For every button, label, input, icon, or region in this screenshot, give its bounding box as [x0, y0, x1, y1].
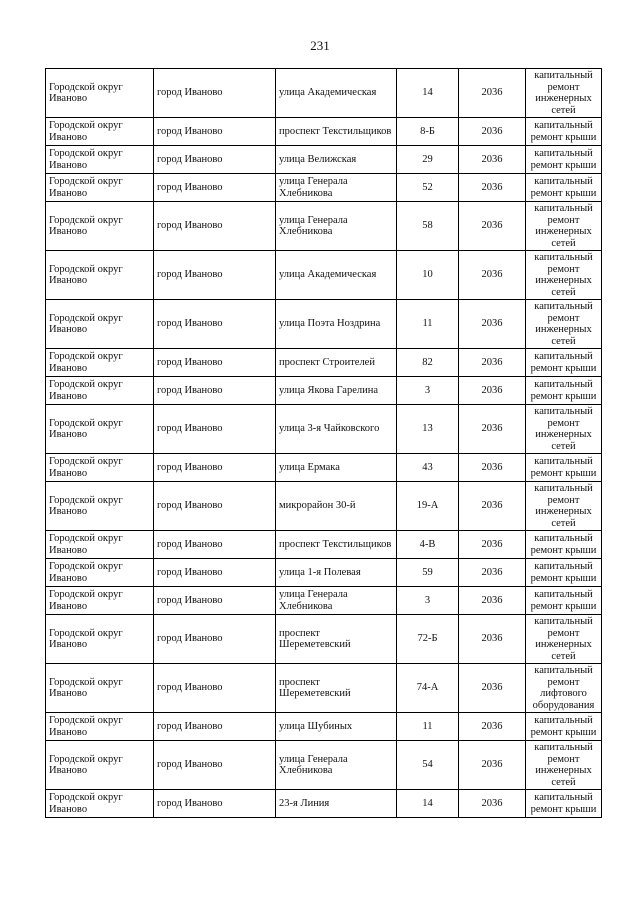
year-cell: 2036 — [459, 790, 526, 818]
house-number-cell: 11 — [397, 300, 459, 349]
house-number-cell: 4-В — [397, 531, 459, 559]
house-number-cell: 52 — [397, 174, 459, 202]
year-cell: 2036 — [459, 587, 526, 615]
work-type-cell: капитальный ремонт крыши — [526, 146, 602, 174]
page-number: 231 — [310, 38, 330, 53]
year-cell: 2036 — [459, 559, 526, 587]
table-row — [46, 405, 602, 454]
street-cell: проспект Текстильщиков — [276, 118, 397, 146]
work-type-cell: капитальный ремонт крыши — [526, 790, 602, 818]
house-number-cell: 54 — [397, 741, 459, 790]
table-row — [46, 377, 602, 405]
work-type-cell: капитальный ремонт крыши — [526, 559, 602, 587]
house-number-cell: 29 — [397, 146, 459, 174]
table-row — [46, 202, 602, 251]
house-number-cell: 59 — [397, 559, 459, 587]
city-cell: город Иваново — [154, 146, 276, 174]
okrug-cell: Городской округ Иваново — [46, 587, 154, 615]
city-cell: город Иваново — [154, 559, 276, 587]
house-number-cell: 58 — [397, 202, 459, 251]
okrug-cell: Городской округ Иваново — [46, 174, 154, 202]
year-cell: 2036 — [459, 482, 526, 531]
table-row — [46, 251, 602, 300]
house-number-cell: 43 — [397, 454, 459, 482]
city-cell: город Иваново — [154, 300, 276, 349]
street-cell: улица 1-я Полевая — [276, 559, 397, 587]
year-cell: 2036 — [459, 713, 526, 741]
street-cell: проспект Текстильщиков — [276, 531, 397, 559]
city-cell: город Иваново — [154, 69, 276, 118]
table-row — [46, 741, 602, 790]
street-cell: улица Ермака — [276, 454, 397, 482]
street-cell: проспект Шереметевский — [276, 664, 397, 713]
city-cell: город Иваново — [154, 454, 276, 482]
city-cell: город Иваново — [154, 118, 276, 146]
work-type-cell: капитальный ремонт инженерных сетей — [526, 202, 602, 251]
house-number-cell: 74-А — [397, 664, 459, 713]
street-cell: улица Генерала Хлебникова — [276, 741, 397, 790]
year-cell: 2036 — [459, 251, 526, 300]
city-cell: город Иваново — [154, 790, 276, 818]
year-cell: 2036 — [459, 377, 526, 405]
okrug-cell: Городской округ Иваново — [46, 69, 154, 118]
year-cell: 2036 — [459, 454, 526, 482]
table-row — [46, 713, 602, 741]
work-type-cell: капитальный ремонт лифтового оборудования — [526, 664, 602, 713]
table-row — [46, 615, 602, 664]
okrug-cell: Городской округ Иваново — [46, 741, 154, 790]
city-cell: город Иваново — [154, 405, 276, 454]
work-type-cell: капитальный ремонт инженерных сетей — [526, 405, 602, 454]
table-row — [46, 118, 602, 146]
okrug-cell: Городской округ Иваново — [46, 531, 154, 559]
work-type-cell: капитальный ремонт крыши — [526, 587, 602, 615]
work-type-cell: капитальный ремонт инженерных сетей — [526, 615, 602, 664]
city-cell: город Иваново — [154, 202, 276, 251]
okrug-cell: Городской округ Иваново — [46, 559, 154, 587]
house-number-cell: 10 — [397, 251, 459, 300]
table-row — [46, 300, 602, 349]
year-cell: 2036 — [459, 300, 526, 349]
work-type-cell: капитальный ремонт крыши — [526, 454, 602, 482]
house-number-cell: 8-Б — [397, 118, 459, 146]
okrug-cell: Городской округ Иваново — [46, 251, 154, 300]
table-row — [46, 664, 602, 713]
okrug-cell: Городской округ Иваново — [46, 664, 154, 713]
year-cell: 2036 — [459, 69, 526, 118]
street-cell: проспект Строителей — [276, 349, 397, 377]
year-cell: 2036 — [459, 146, 526, 174]
work-type-cell: капитальный ремонт крыши — [526, 118, 602, 146]
table-row — [46, 174, 602, 202]
year-cell: 2036 — [459, 531, 526, 559]
house-number-cell: 14 — [397, 69, 459, 118]
okrug-cell: Городской округ Иваново — [46, 454, 154, 482]
work-type-cell: капитальный ремонт инженерных сетей — [526, 69, 602, 118]
house-number-cell: 72-Б — [397, 615, 459, 664]
city-cell: город Иваново — [154, 713, 276, 741]
okrug-cell: Городской округ Иваново — [46, 202, 154, 251]
okrug-cell: Городской округ Иваново — [46, 790, 154, 818]
work-type-cell: капитальный ремонт крыши — [526, 713, 602, 741]
okrug-cell: Городской округ Иваново — [46, 377, 154, 405]
table-row — [46, 349, 602, 377]
table-row — [46, 790, 602, 818]
okrug-cell: Городской округ Иваново — [46, 118, 154, 146]
table-row — [46, 146, 602, 174]
okrug-cell: Городской округ Иваново — [46, 482, 154, 531]
house-number-cell: 11 — [397, 713, 459, 741]
house-number-cell: 19-А — [397, 482, 459, 531]
street-cell: улица Генерала Хлебникова — [276, 587, 397, 615]
street-cell: улица Шубиных — [276, 713, 397, 741]
table-row — [46, 559, 602, 587]
city-cell: город Иваново — [154, 251, 276, 300]
street-cell: улица Генерала Хлебникова — [276, 174, 397, 202]
city-cell: город Иваново — [154, 482, 276, 531]
city-cell: город Иваново — [154, 664, 276, 713]
work-type-cell: капитальный ремонт инженерных сетей — [526, 300, 602, 349]
house-number-cell: 3 — [397, 587, 459, 615]
city-cell: город Иваново — [154, 531, 276, 559]
street-cell: 23-я Линия — [276, 790, 397, 818]
street-cell: улица Поэта Ноздрина — [276, 300, 397, 349]
work-type-cell: капитальный ремонт крыши — [526, 377, 602, 405]
house-number-cell: 82 — [397, 349, 459, 377]
okrug-cell: Городской округ Иваново — [46, 146, 154, 174]
house-number-cell: 14 — [397, 790, 459, 818]
okrug-cell: Городской округ Иваново — [46, 615, 154, 664]
table-row — [46, 531, 602, 559]
year-cell: 2036 — [459, 741, 526, 790]
table-row — [46, 482, 602, 531]
year-cell: 2036 — [459, 664, 526, 713]
street-cell: микрорайон 30-й — [276, 482, 397, 531]
okrug-cell: Городской округ Иваново — [46, 300, 154, 349]
year-cell: 2036 — [459, 202, 526, 251]
work-type-cell: капитальный ремонт инженерных сетей — [526, 482, 602, 531]
city-cell: город Иваново — [154, 741, 276, 790]
street-cell: улица Академическая — [276, 69, 397, 118]
city-cell: город Иваново — [154, 174, 276, 202]
city-cell: город Иваново — [154, 587, 276, 615]
repair-schedule-table — [45, 68, 602, 818]
street-cell: улица Якова Гарелина — [276, 377, 397, 405]
city-cell: город Иваново — [154, 349, 276, 377]
table-body — [46, 69, 602, 818]
year-cell: 2036 — [459, 118, 526, 146]
work-type-cell: капитальный ремонт крыши — [526, 531, 602, 559]
street-cell: улица Велижская — [276, 146, 397, 174]
year-cell: 2036 — [459, 174, 526, 202]
street-cell: улица 3-я Чайковского — [276, 405, 397, 454]
street-cell: улица Академическая — [276, 251, 397, 300]
okrug-cell: Городской округ Иваново — [46, 405, 154, 454]
city-cell: город Иваново — [154, 615, 276, 664]
work-type-cell: капитальный ремонт инженерных сетей — [526, 741, 602, 790]
house-number-cell: 3 — [397, 377, 459, 405]
work-type-cell: капитальный ремонт крыши — [526, 349, 602, 377]
year-cell: 2036 — [459, 405, 526, 454]
year-cell: 2036 — [459, 615, 526, 664]
work-type-cell: капитальный ремонт крыши — [526, 174, 602, 202]
table-row — [46, 69, 602, 118]
okrug-cell: Городской округ Иваново — [46, 713, 154, 741]
table-row — [46, 454, 602, 482]
city-cell: город Иваново — [154, 377, 276, 405]
year-cell: 2036 — [459, 349, 526, 377]
street-cell: проспект Шереметевский — [276, 615, 397, 664]
house-number-cell: 13 — [397, 405, 459, 454]
okrug-cell: Городской округ Иваново — [46, 349, 154, 377]
street-cell: улица Генерала Хлебникова — [276, 202, 397, 251]
table-row — [46, 587, 602, 615]
work-type-cell: капитальный ремонт инженерных сетей — [526, 251, 602, 300]
